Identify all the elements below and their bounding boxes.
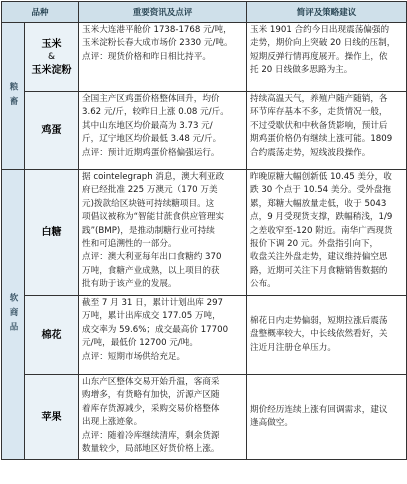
header-advice: 简评及策略建议 bbox=[247, 2, 407, 23]
news-line: 玉米大连港平舱价 1738-1768 元/吨， bbox=[82, 25, 232, 35]
header-news: 重要资讯及点评 bbox=[79, 2, 247, 23]
news-line: 点评：短期市场供给充足。 bbox=[82, 351, 186, 362]
advice-line: 昨晚原糖大幅创新低 10.45 美分，收 bbox=[250, 172, 392, 182]
advice-line: 合约震荡走势，短线波段操作。 bbox=[250, 147, 371, 158]
variety-label: 玉米 bbox=[41, 38, 62, 50]
news-line: 购增多，有货略有加快，沂源产区随 bbox=[82, 390, 220, 401]
advice-line: 不过受歇伏和中秋备货影响，预计后 bbox=[250, 120, 388, 131]
news-line: 出现上涨迹象。 bbox=[82, 417, 143, 428]
news-line: 性和可追溯性的一部分。 bbox=[82, 239, 177, 250]
advice-line: 棉花日内走势偏弱，短期拉涨后震荡 bbox=[250, 315, 388, 326]
news-line: 践”(BMP)，是推动制糖行业可持续 bbox=[82, 225, 215, 236]
advice-cell bbox=[247, 23, 407, 92]
variety-label: 白糖 bbox=[41, 227, 62, 238]
table-row bbox=[2, 296, 407, 375]
variety-sugar bbox=[25, 170, 79, 296]
variety-label: 棉花 bbox=[41, 329, 62, 341]
variety-cotton bbox=[25, 296, 79, 375]
news-line: 万吨，食糖产业成熟，以上项目的获 bbox=[82, 265, 220, 276]
header-row bbox=[2, 2, 407, 23]
advice-line: 之差收窄至-120 附近。南华广西现货 bbox=[250, 225, 393, 236]
news-line: 点评：现货价格和昨日相比持平。 bbox=[82, 51, 211, 62]
advice-line: 走势，期价向上突破 20 日线的压制， bbox=[250, 38, 396, 49]
news-cell bbox=[79, 296, 247, 375]
advice-line: 短期反弹行情再度展开。操作上，依 bbox=[250, 51, 388, 62]
news-line: 其中山东地区均价最高为 3.73 元/ bbox=[82, 120, 213, 131]
news-line: 数量较少，局部地区好货价格上涨。 bbox=[82, 444, 220, 455]
sector-label-soft-commodities: 软商品 bbox=[2, 170, 25, 460]
advice-line: 玉米 1901 合约今日出现震荡偏强的 bbox=[250, 25, 390, 35]
advice-cell bbox=[247, 375, 407, 460]
advice-line: 累，郑糖大幅放量走低，收于 5043 bbox=[250, 198, 387, 209]
news-line: 府已经批准 225 万澳元（170 万美 bbox=[82, 185, 218, 196]
news-line: 点评：随着冷库继续清库，剩余货源 bbox=[82, 430, 220, 441]
variety-label: 苹果 bbox=[41, 411, 62, 423]
table-row bbox=[2, 92, 407, 170]
advice-line: 跌 30 个点于 10.54 美分。受外盘拖 bbox=[250, 185, 392, 196]
advice-line: 期鸡蛋价格仍有继续上涨可能。1809 bbox=[250, 134, 393, 145]
advice-line: 期价经历连续上涨有回调需求，建议 bbox=[250, 404, 388, 415]
news-line: 斤，辽宁地区均价最低 3.48 元/斤。 bbox=[82, 134, 222, 145]
news-line: 元/吨，最低价 12700 元/吨。 bbox=[82, 338, 198, 349]
advice-line: 逢高做空。 bbox=[250, 418, 293, 428]
advice-cell bbox=[247, 296, 407, 375]
news-line: 全国主产区鸡蛋价格整体回升，均价 bbox=[82, 94, 220, 104]
news-line: 元)拨款给区块链可持续糖项目。这 bbox=[82, 198, 215, 209]
variety-label: 玉米淀粉 bbox=[31, 64, 72, 76]
advice-line: 点，9 月受现货支撑，跌幅稍浅，1/9 bbox=[250, 212, 393, 223]
news-cell bbox=[79, 92, 247, 170]
table-row bbox=[2, 23, 407, 92]
advice-cell bbox=[247, 92, 407, 170]
news-cell bbox=[79, 375, 247, 460]
news-line: 玉米淀粉长春大成市场价 2330 元/吨。 bbox=[82, 38, 233, 49]
variety-corn bbox=[25, 23, 79, 92]
advice-line: 注近月注册仓单压力。 bbox=[250, 342, 336, 353]
news-line: 3.62 元/斤，较昨日上涨 0.08 元/斤。 bbox=[82, 107, 229, 118]
news-line: 据 cointelegraph 消息，澳大利亚政 bbox=[82, 172, 225, 182]
news-line: 万吨，累计出库成交 177.05 万吨， bbox=[82, 311, 221, 322]
advice-line: 路，近期可关注下月食糖销售数据的 bbox=[250, 265, 388, 276]
variety-label: & bbox=[47, 51, 56, 62]
advice-line: 托 20 日线做多思路为主。 bbox=[250, 65, 353, 76]
news-cell bbox=[79, 23, 247, 92]
table-row bbox=[2, 170, 407, 296]
news-line: 点评：澳大利亚每年出口食糖约 370 bbox=[82, 252, 222, 263]
variety-egg bbox=[25, 92, 79, 170]
advice-line: 环节库存基本不多，走货情况一般， bbox=[250, 107, 388, 118]
news-line: 项倡议被称为“智能甘蔗食供应管理实 bbox=[82, 212, 224, 223]
variety-apple bbox=[25, 375, 79, 460]
table-row bbox=[2, 375, 407, 460]
news-cell bbox=[79, 170, 247, 296]
sector-label-grain-livestock: 粮畜 bbox=[2, 23, 25, 170]
advice-line: 盘整概率较大，中长线依然看好，关 bbox=[250, 329, 388, 340]
news-line: 批有助于该产业的发展。 bbox=[82, 279, 177, 290]
advice-cell bbox=[247, 170, 407, 296]
advice-line: 公布。 bbox=[250, 279, 276, 290]
news-line: 成交率为 59.6%；成交最高价 17700 bbox=[82, 324, 229, 335]
advice-line: 持续高温天气，养殖户随产随销，各 bbox=[250, 94, 388, 104]
variety-label: 鸡蛋 bbox=[41, 125, 62, 136]
strategy-table bbox=[1, 1, 407, 460]
advice-line: 报价下调 20 元。外盘指引向下， bbox=[250, 239, 379, 250]
news-line: 点评：预计近期鸡蛋价格偏强运行。 bbox=[82, 147, 220, 158]
header-variety: 品种 bbox=[2, 2, 79, 23]
news-line: 山东产区整体交易开始升温，客商采 bbox=[82, 377, 220, 387]
news-line: 着库存货源减少，采购交易价格整体 bbox=[82, 403, 220, 414]
advice-line: 收盘关注外盘走势，建议维持偏空思 bbox=[250, 252, 388, 263]
news-line: 截至 7 月 31 日，累计计划出库 297 bbox=[82, 298, 224, 308]
